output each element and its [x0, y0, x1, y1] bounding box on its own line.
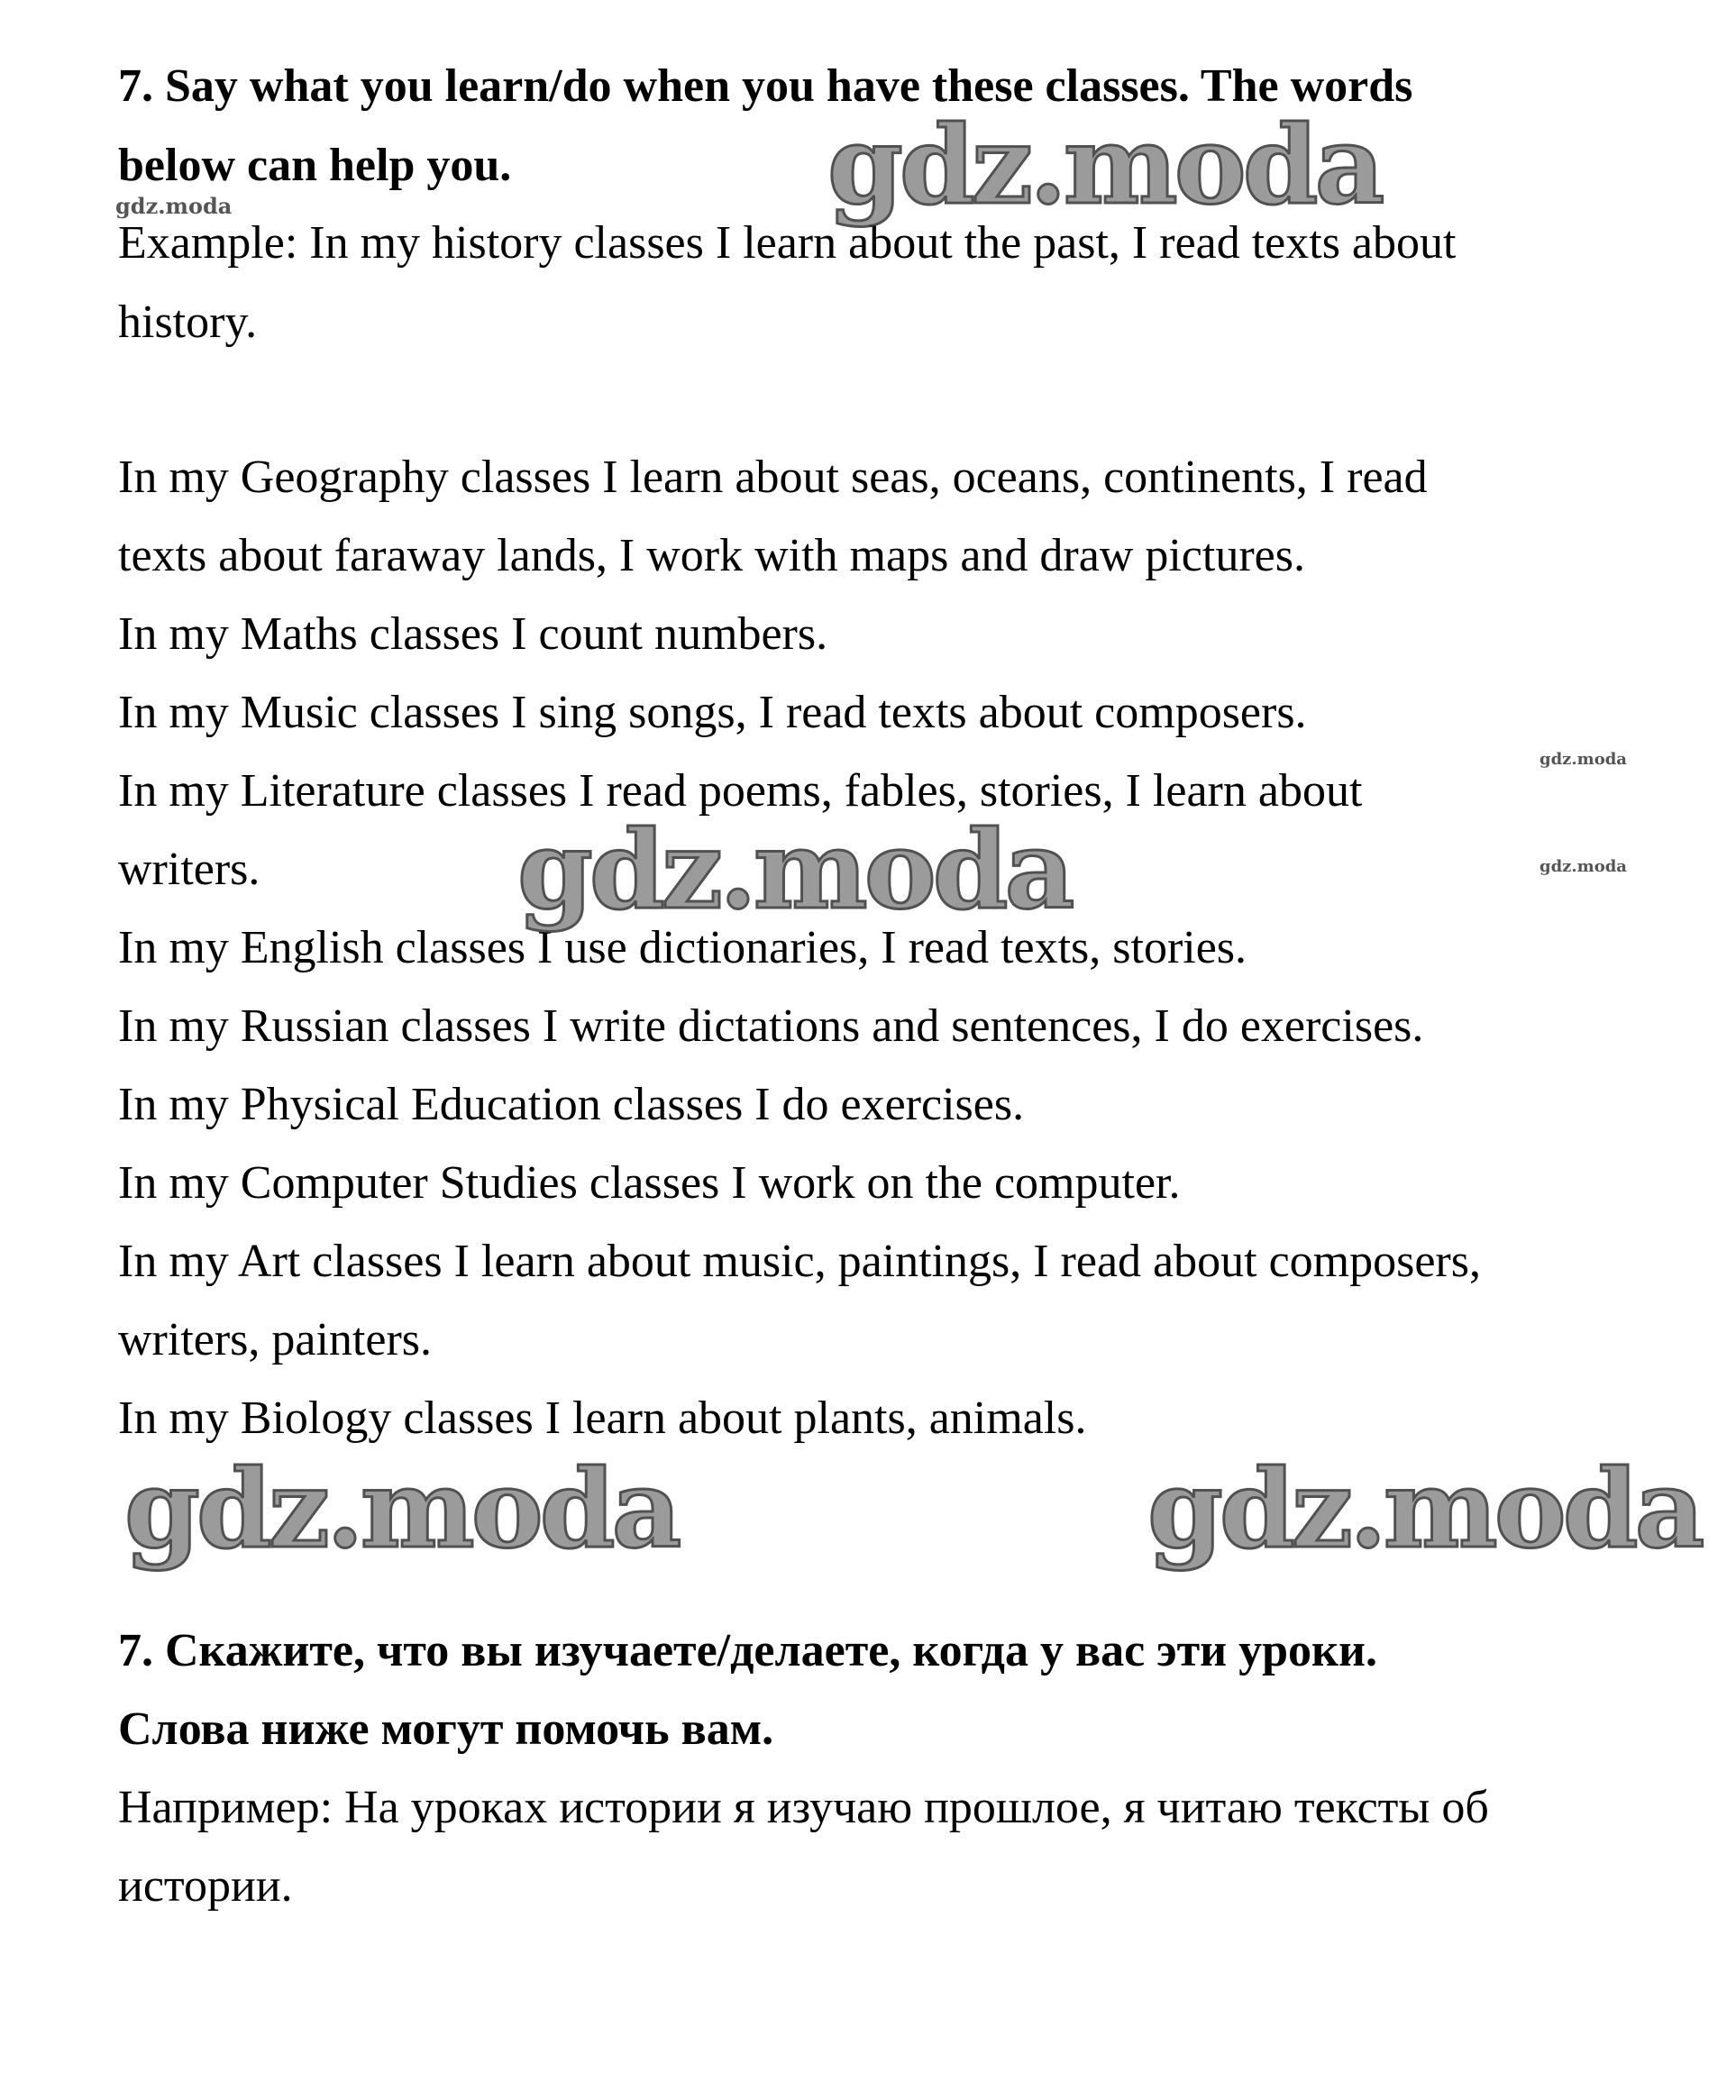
exercise-heading-line-1: 7. Say what you learn/do when you have these classes. The words — [118, 60, 1413, 112]
russian-heading-line-2: Слова ниже могут помочь вам. — [118, 1703, 774, 1755]
watermark-logo: gdz.moda — [517, 807, 1072, 934]
answer-line-8: In my Russian classes I write dictations and sentences, I do exercises. — [118, 1000, 1424, 1052]
answer-line-3: In my Maths classes I count numbers. — [118, 608, 828, 660]
answer-line-5: In my Literature classes I read poems, fables, stories, I learn about — [118, 765, 1363, 817]
example-line-1: Example: In my history classes I learn about the past, I read texts about — [118, 217, 1457, 269]
watermark-small: gdz.moda — [1540, 750, 1627, 769]
watermark-logo: gdz.moda — [124, 1446, 679, 1573]
answer-line-6: writers. — [118, 844, 260, 895]
answer-line-1: In my Geography classes I learn about seas, oceans, continents, I read — [118, 452, 1428, 503]
watermark-logo: gdz.moda — [1147, 1446, 1702, 1573]
exercise-heading-line-2: below can help you. — [118, 140, 512, 191]
watermark-small: gdz.moda — [1540, 857, 1627, 876]
answer-line-12: writers, painters. — [118, 1314, 433, 1365]
answer-line-9: In my Physical Education classes I do exercises. — [118, 1079, 1025, 1130]
russian-heading-line-1: 7. Скажите, что вы изучаете/делаете, когда у вас эти уроки. — [118, 1625, 1377, 1676]
answer-line-10: In my Computer Studies classes I work on the computer. — [118, 1157, 1181, 1209]
answer-line-7: In my English classes I use dictionaries, I read texts, stories. — [118, 922, 1247, 973]
answer-line-2: texts about faraway lands, I work with maps and draw pictures. — [118, 530, 1305, 581]
answer-line-13: In my Biology classes I learn about plants, animals. — [118, 1392, 1087, 1444]
russian-example-line-2: истории. — [118, 1860, 293, 1912]
answer-line-11: In my Art classes I learn about music, paintings, I read about composers, — [118, 1236, 1481, 1287]
watermark-small: gdz.moda — [115, 193, 233, 219]
answer-line-4: In my Music classes I sing songs, I read texts about composers. — [118, 687, 1307, 738]
watermark-logo: gdz.moda — [827, 102, 1382, 229]
russian-example-line-1: Например: На уроках истории я изучаю прошлое, я читаю тексты об — [118, 1782, 1489, 1833]
example-line-2: history. — [118, 297, 258, 348]
